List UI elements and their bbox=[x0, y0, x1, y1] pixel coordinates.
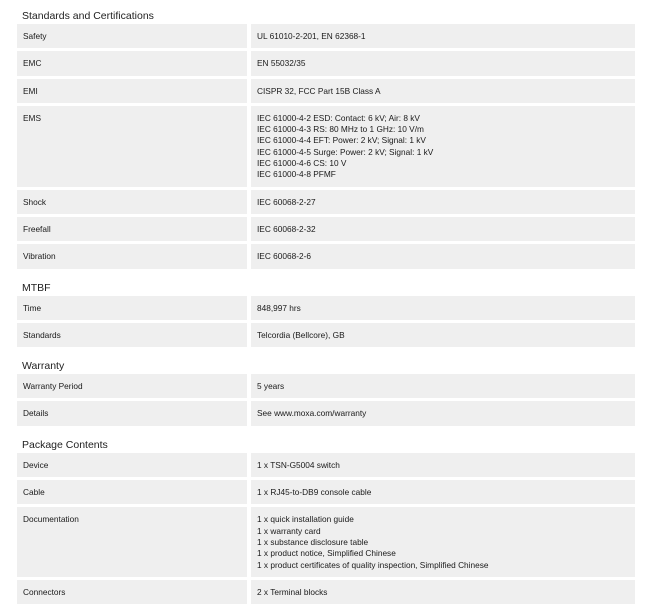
spec-label: Safety bbox=[17, 24, 247, 48]
spec-value bbox=[251, 217, 635, 241]
spec-value bbox=[251, 79, 635, 103]
spec-value-line: IEC 61000-4-8 PFMF bbox=[257, 169, 336, 180]
spec-value-line: IEC 60068-2-6 bbox=[257, 251, 311, 262]
spec-value bbox=[251, 507, 635, 576]
section-standards-and-certifications bbox=[17, 0, 635, 269]
spec-row-documentation bbox=[17, 507, 635, 576]
spec-value-line: Telcordia (Bellcore), GB bbox=[257, 329, 345, 340]
spec-value-line: IEC 61000-4-6 CS: 10 V bbox=[257, 158, 347, 169]
spec-value-line: 1 x quick installation guide bbox=[257, 514, 354, 525]
spec-row-emc bbox=[17, 51, 635, 75]
spec-row-time bbox=[17, 296, 635, 320]
spec-row-standards bbox=[17, 323, 635, 347]
spec-value-line: 1 x product notice, Simplified Chinese bbox=[257, 548, 396, 559]
spec-row-cable bbox=[17, 480, 635, 504]
spec-value-line: 848,997 hrs bbox=[257, 302, 301, 313]
spec-label: Cable bbox=[17, 480, 247, 504]
spec-label: Documentation bbox=[17, 507, 247, 576]
spec-row-emi bbox=[17, 79, 635, 103]
spec-label: Warranty Period bbox=[17, 374, 247, 398]
spec-value bbox=[251, 401, 635, 425]
spec-label: Connectors bbox=[17, 580, 247, 604]
section-title: Standards and Certifications bbox=[22, 10, 154, 22]
spec-label: Vibration bbox=[17, 244, 247, 268]
spec-value-line: 5 years bbox=[257, 381, 285, 392]
spec-value-line: 1 x warranty card bbox=[257, 525, 321, 536]
spec-value-line: IEC 61000-4-5 Surge: Power: 2 kV; Signal: 1 kV bbox=[257, 146, 434, 157]
spec-value-line: 1 x RJ45-to-DB9 console cable bbox=[257, 487, 372, 498]
spec-value-line: IEC 60068-2-32 bbox=[257, 223, 316, 234]
spec-value-line: 2 x Terminal blocks bbox=[257, 586, 328, 597]
section-mtbf bbox=[17, 272, 635, 348]
spec-label: Freefall bbox=[17, 217, 247, 241]
spec-value bbox=[251, 453, 635, 477]
section-warranty bbox=[17, 350, 635, 426]
spec-row-ems bbox=[17, 106, 635, 187]
spec-value bbox=[251, 244, 635, 268]
section-title: MTBF bbox=[22, 281, 51, 294]
spec-value-line: IEC 61000-4-4 EFT: Power: 2 kV; Signal: 1 kV bbox=[257, 135, 426, 146]
spec-row-details bbox=[17, 401, 635, 425]
spec-value-line: IEC 61000-4-3 RS: 80 MHz to 1 GHz: 10 V/m bbox=[257, 124, 424, 135]
spec-label: Shock bbox=[17, 190, 247, 214]
spec-label: EMI bbox=[17, 79, 247, 103]
spec-value bbox=[251, 190, 635, 214]
spec-value-line: IEC 61000-4-2 ESD: Contact: 6 kV; Air: 8 kV bbox=[257, 112, 420, 123]
spec-value-line: See www.moxa.com/warranty bbox=[257, 408, 367, 419]
spec-row-connectors bbox=[17, 580, 635, 604]
spec-label: Standards bbox=[17, 323, 247, 347]
section-title: Package Contents bbox=[22, 438, 108, 451]
spec-value bbox=[251, 580, 635, 604]
spec-row-warranty-period bbox=[17, 374, 635, 398]
spec-row-device bbox=[17, 453, 635, 477]
spec-value-line: CISPR 32, FCC Part 15B Class A bbox=[257, 85, 381, 96]
spec-value-line: 1 x substance disclosure table bbox=[257, 536, 369, 547]
spec-value bbox=[251, 51, 635, 75]
spec-value-line: UL 61010-2-201, EN 62368-1 bbox=[257, 31, 366, 41]
section-package-contents bbox=[17, 429, 635, 604]
spec-value bbox=[251, 296, 635, 320]
spec-sheet bbox=[17, 0, 635, 607]
spec-row-shock bbox=[17, 190, 635, 214]
spec-value bbox=[251, 24, 635, 48]
spec-row-vibration bbox=[17, 244, 635, 268]
spec-value bbox=[251, 480, 635, 504]
spec-label: Details bbox=[17, 401, 247, 425]
section-title: Warranty bbox=[22, 360, 65, 373]
spec-value-line: 1 x TSN-G5004 switch bbox=[257, 459, 340, 470]
spec-label: EMC bbox=[17, 51, 247, 75]
spec-label: Time bbox=[17, 296, 247, 320]
spec-row-safety bbox=[17, 24, 635, 48]
spec-value bbox=[251, 323, 635, 347]
spec-value-line: 1 x product certificates of quality inspection, Simplified Chinese bbox=[257, 559, 489, 570]
spec-value-line: EN 55032/35 bbox=[257, 58, 306, 69]
spec-label: Device bbox=[17, 453, 247, 477]
spec-value bbox=[251, 106, 635, 187]
spec-value-line: IEC 60068-2-27 bbox=[257, 196, 316, 207]
spec-row-freefall bbox=[17, 217, 635, 241]
spec-label: EMS bbox=[17, 106, 247, 187]
spec-value bbox=[251, 374, 635, 398]
